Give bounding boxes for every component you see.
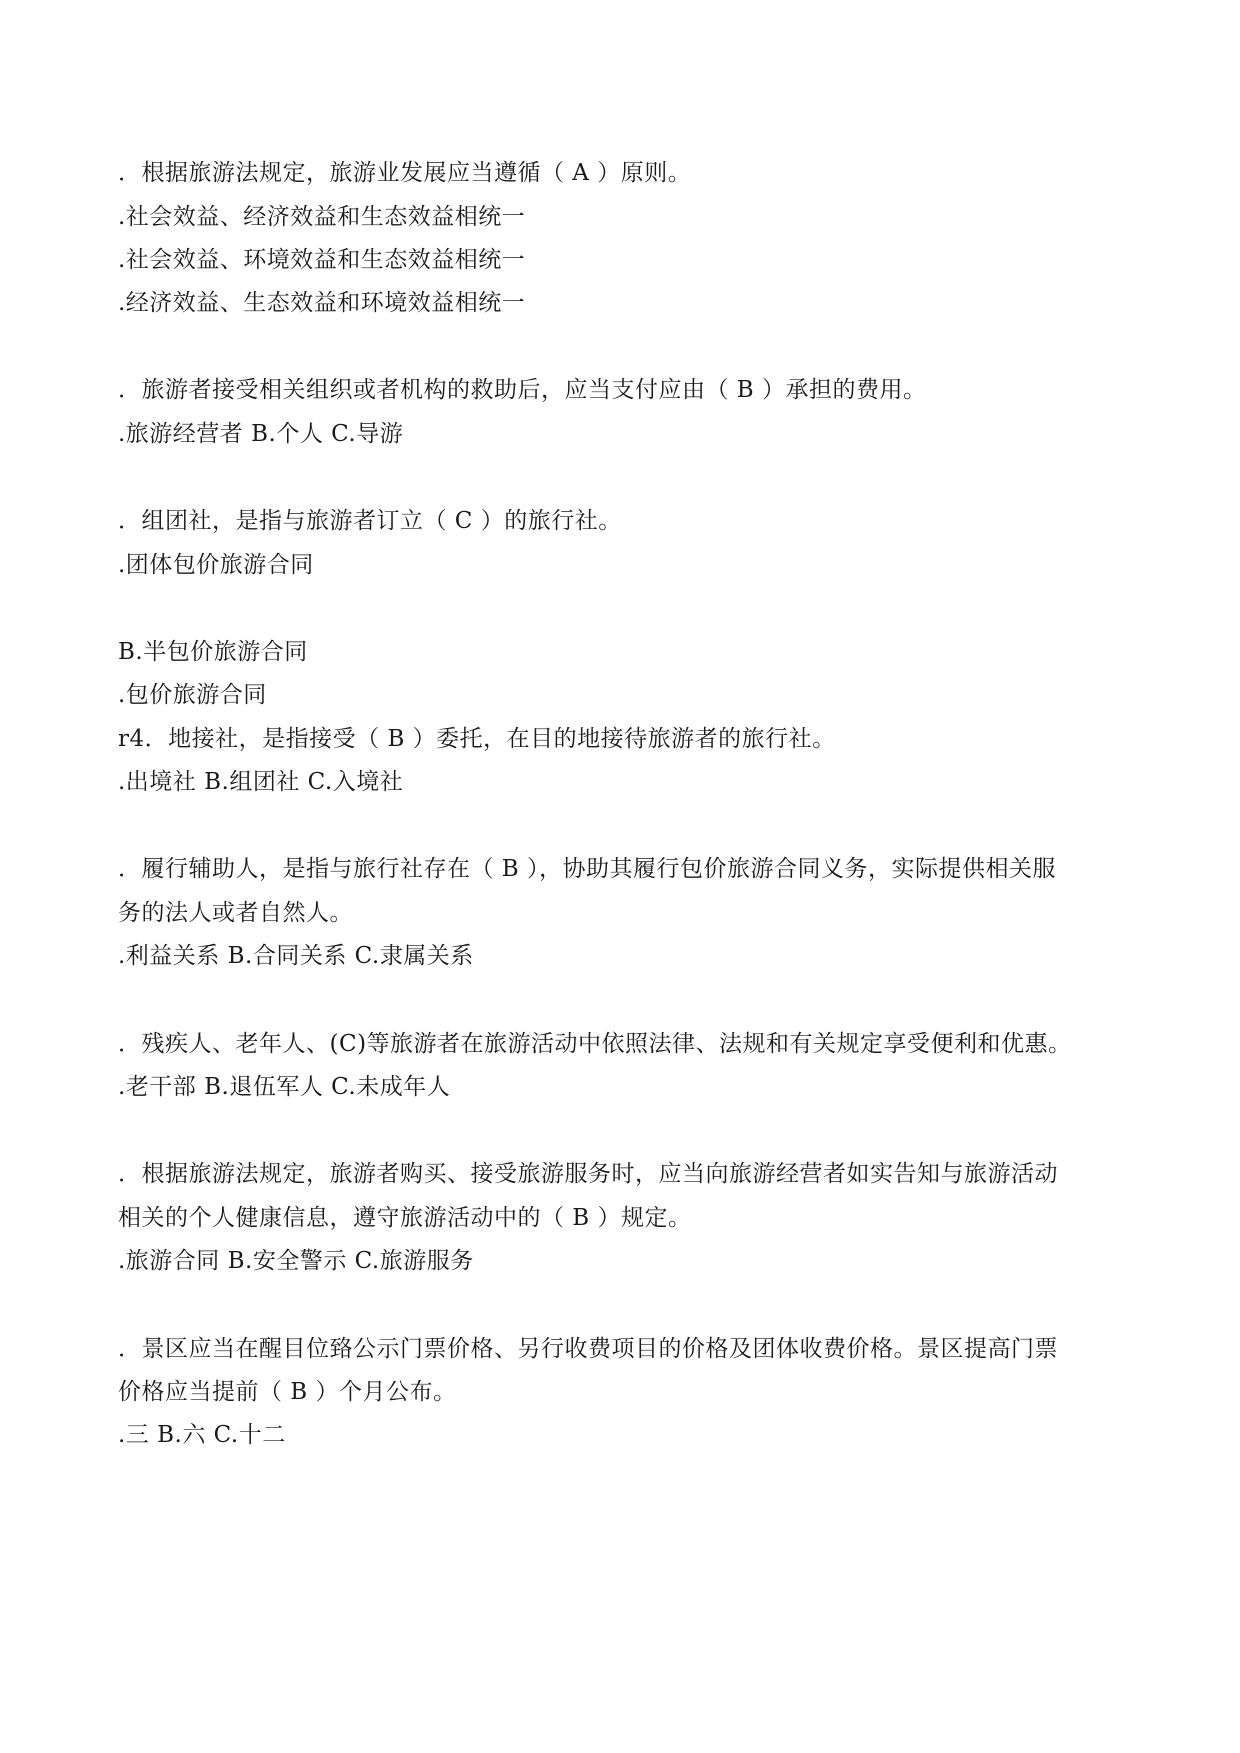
question-4-options: .出境社 B.组团社 C.入境社 xyxy=(118,769,404,795)
question-7-text-continued: 相关的个人健康信息，遵守旅游活动中的（ B ）规定。 xyxy=(118,1205,692,1231)
question-3-option-a: .团体包价旅游合同 xyxy=(118,552,314,578)
question-3-option-b: B.半包价旅游合同 xyxy=(118,639,308,665)
question-5-text-continued: 务的法人或者自然人。 xyxy=(118,900,353,926)
question-6-options: .老干部 B.退伍军人 C.未成年人 xyxy=(118,1074,451,1100)
question-7-text: ．根据旅游法规定，旅游者购买、接受旅游服务时，应当向旅游经营者如实告知与旅游活动 xyxy=(118,1161,1058,1187)
question-2-options: .旅游经营者 B.个人 C.导游 xyxy=(118,421,404,447)
question-8-text-continued: 价格应当提前（ B ）个月公布。 xyxy=(118,1379,457,1405)
question-4-text: r4．地接社，是指接受（ B ）委托，在目的地接待旅游者的旅行社。 xyxy=(118,726,836,752)
question-1-text: ．根据旅游法规定，旅游业发展应当遵循（ A ）原则。 xyxy=(118,160,692,186)
question-1-option-c: .经济效益、生态效益和环境效益相统一 xyxy=(118,290,526,316)
question-8-options: .三 B.六 C.十二 xyxy=(118,1422,286,1448)
question-7-options: .旅游合同 B.安全警示 C.旅游服务 xyxy=(118,1248,474,1274)
question-1-option-a: .社会效益、经济效益和生态效益相统一 xyxy=(118,204,526,230)
question-6-text: ．残疾人、老年人、(C)等旅游者在旅游活动中依照法律、法规和有关规定享受便利和优惠。 xyxy=(118,1031,1072,1057)
question-2-text: ．旅游者接受相关组织或者机构的救助后，应当支付应由（ B ）承担的费用。 xyxy=(118,377,927,403)
question-5-text: ．履行辅助人，是指与旅行社存在（ B ），协助其履行包价旅游合同义务，实际提供相关服 xyxy=(118,856,1057,882)
question-3-text: ．组团社，是指与旅游者订立（ C ）的旅行社。 xyxy=(118,508,622,534)
question-1-option-b: .社会效益、环境效益和生态效益相统一 xyxy=(118,247,526,273)
question-8-text: ．景区应当在醒目位臵公示门票价格、另行收费项目的价格及团体收费价格。景区提高门票 xyxy=(118,1336,1058,1362)
question-5-options: .利益关系 B.合同关系 C.隶属关系 xyxy=(118,943,474,969)
question-3-option-c: .包价旅游合同 xyxy=(118,682,267,708)
